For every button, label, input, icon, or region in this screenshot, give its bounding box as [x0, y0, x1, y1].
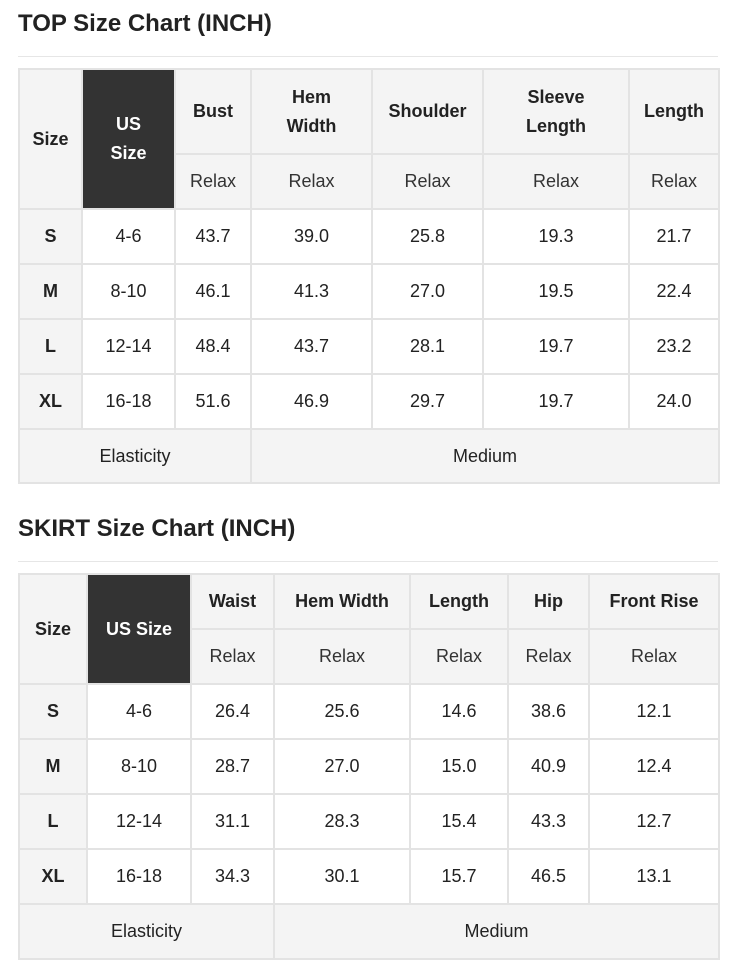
table-row [19, 319, 719, 374]
size-cell: M [19, 264, 82, 319]
measurement-cell: 43.3 [508, 794, 589, 849]
table-row [19, 794, 719, 849]
measurement-cell: 19.5 [483, 264, 629, 319]
size-header: Size [19, 574, 87, 684]
fit-label: Relax [175, 154, 251, 209]
top-title-divider [18, 56, 718, 57]
size-cell: XL [19, 849, 87, 904]
column-header-hip: Hip [508, 574, 589, 629]
us-size-cell: 12-14 [82, 319, 175, 374]
measurement-cell: 22.4 [629, 264, 719, 319]
elasticity-value: Medium [251, 429, 719, 483]
table-row [19, 374, 719, 429]
measurement-cell: 19.7 [483, 319, 629, 374]
size-cell: M [19, 739, 87, 794]
size-cell: L [19, 319, 82, 374]
skirt-title-divider [18, 561, 718, 562]
column-header-front-rise: Front Rise [589, 574, 719, 629]
measurement-cell: 14.6 [410, 684, 508, 739]
us-size-cell: 16-18 [87, 849, 191, 904]
elasticity-row [19, 904, 719, 959]
measurement-cell: 38.6 [508, 684, 589, 739]
measurement-cell: 29.7 [372, 374, 483, 429]
elasticity-row [19, 429, 719, 483]
elasticity-label: Elasticity [19, 904, 274, 959]
measurement-cell: 19.7 [483, 374, 629, 429]
column-header-length: Length [629, 69, 719, 154]
column-header-hem-width: Hem Width [251, 69, 372, 154]
table-row [19, 849, 719, 904]
measurement-cell: 46.1 [175, 264, 251, 319]
measurement-cell: 15.7 [410, 849, 508, 904]
us-size-header: US Size [82, 69, 175, 209]
top-chart-title: TOP Size Chart (INCH) [18, 10, 272, 37]
measurement-cell: 23.2 [629, 319, 719, 374]
fit-label: Relax [410, 629, 508, 684]
measurement-cell: 19.3 [483, 209, 629, 264]
measurement-cell: 25.8 [372, 209, 483, 264]
measurement-cell: 34.3 [191, 849, 274, 904]
measurement-cell: 31.1 [191, 794, 274, 849]
fit-label: Relax [483, 154, 629, 209]
measurement-cell: 46.9 [251, 374, 372, 429]
fit-label: Relax [191, 629, 274, 684]
measurement-cell: 28.3 [274, 794, 410, 849]
skirt-size-table [18, 573, 720, 960]
us-size-cell: 12-14 [87, 794, 191, 849]
measurement-cell: 26.4 [191, 684, 274, 739]
elasticity-value: Medium [274, 904, 719, 959]
us-size-cell: 4-6 [87, 684, 191, 739]
table-row [19, 264, 719, 319]
measurement-cell: 43.7 [251, 319, 372, 374]
column-header-shoulder: Shoulder [372, 69, 483, 154]
measurement-cell: 24.0 [629, 374, 719, 429]
fit-label: Relax [251, 154, 372, 209]
measurement-cell: 12.7 [589, 794, 719, 849]
size-cell: L [19, 794, 87, 849]
measurement-cell: 21.7 [629, 209, 719, 264]
measurement-cell: 25.6 [274, 684, 410, 739]
measurement-cell: 43.7 [175, 209, 251, 264]
measurement-cell: 12.1 [589, 684, 719, 739]
size-cell: XL [19, 374, 82, 429]
measurement-cell: 46.5 [508, 849, 589, 904]
column-header-sleeve-length: Sleeve Length [483, 69, 629, 154]
column-header-bust: Bust [175, 69, 251, 154]
skirt-chart-title: SKIRT Size Chart (INCH) [18, 515, 296, 542]
column-header-length: Length [410, 574, 508, 629]
top-size-table [18, 68, 720, 484]
measurement-cell: 27.0 [274, 739, 410, 794]
measurement-cell: 39.0 [251, 209, 372, 264]
fit-label: Relax [372, 154, 483, 209]
table-row [19, 684, 719, 739]
size-header: Size [19, 69, 82, 209]
size-cell: S [19, 209, 82, 264]
measurement-cell: 12.4 [589, 739, 719, 794]
fit-label: Relax [629, 154, 719, 209]
measurement-cell: 15.0 [410, 739, 508, 794]
measurement-cell: 15.4 [410, 794, 508, 849]
size-cell: S [19, 684, 87, 739]
fit-label: Relax [508, 629, 589, 684]
us-size-cell: 16-18 [82, 374, 175, 429]
measurement-cell: 41.3 [251, 264, 372, 319]
measurement-cell: 28.1 [372, 319, 483, 374]
measurement-cell: 40.9 [508, 739, 589, 794]
measurement-cell: 27.0 [372, 264, 483, 319]
table-row [19, 209, 719, 264]
measurement-cell: 51.6 [175, 374, 251, 429]
measurement-cell: 13.1 [589, 849, 719, 904]
fit-label: Relax [274, 629, 410, 684]
measurement-cell: 48.4 [175, 319, 251, 374]
us-size-cell: 8-10 [87, 739, 191, 794]
us-size-cell: 8-10 [82, 264, 175, 319]
elasticity-label: Elasticity [19, 429, 251, 483]
measurement-cell: 28.7 [191, 739, 274, 794]
column-header-hem-width: Hem Width [274, 574, 410, 629]
us-size-cell: 4-6 [82, 209, 175, 264]
measurement-cell: 30.1 [274, 849, 410, 904]
table-row [19, 739, 719, 794]
column-header-waist: Waist [191, 574, 274, 629]
us-size-header: US Size [87, 574, 191, 684]
fit-label: Relax [589, 629, 719, 684]
